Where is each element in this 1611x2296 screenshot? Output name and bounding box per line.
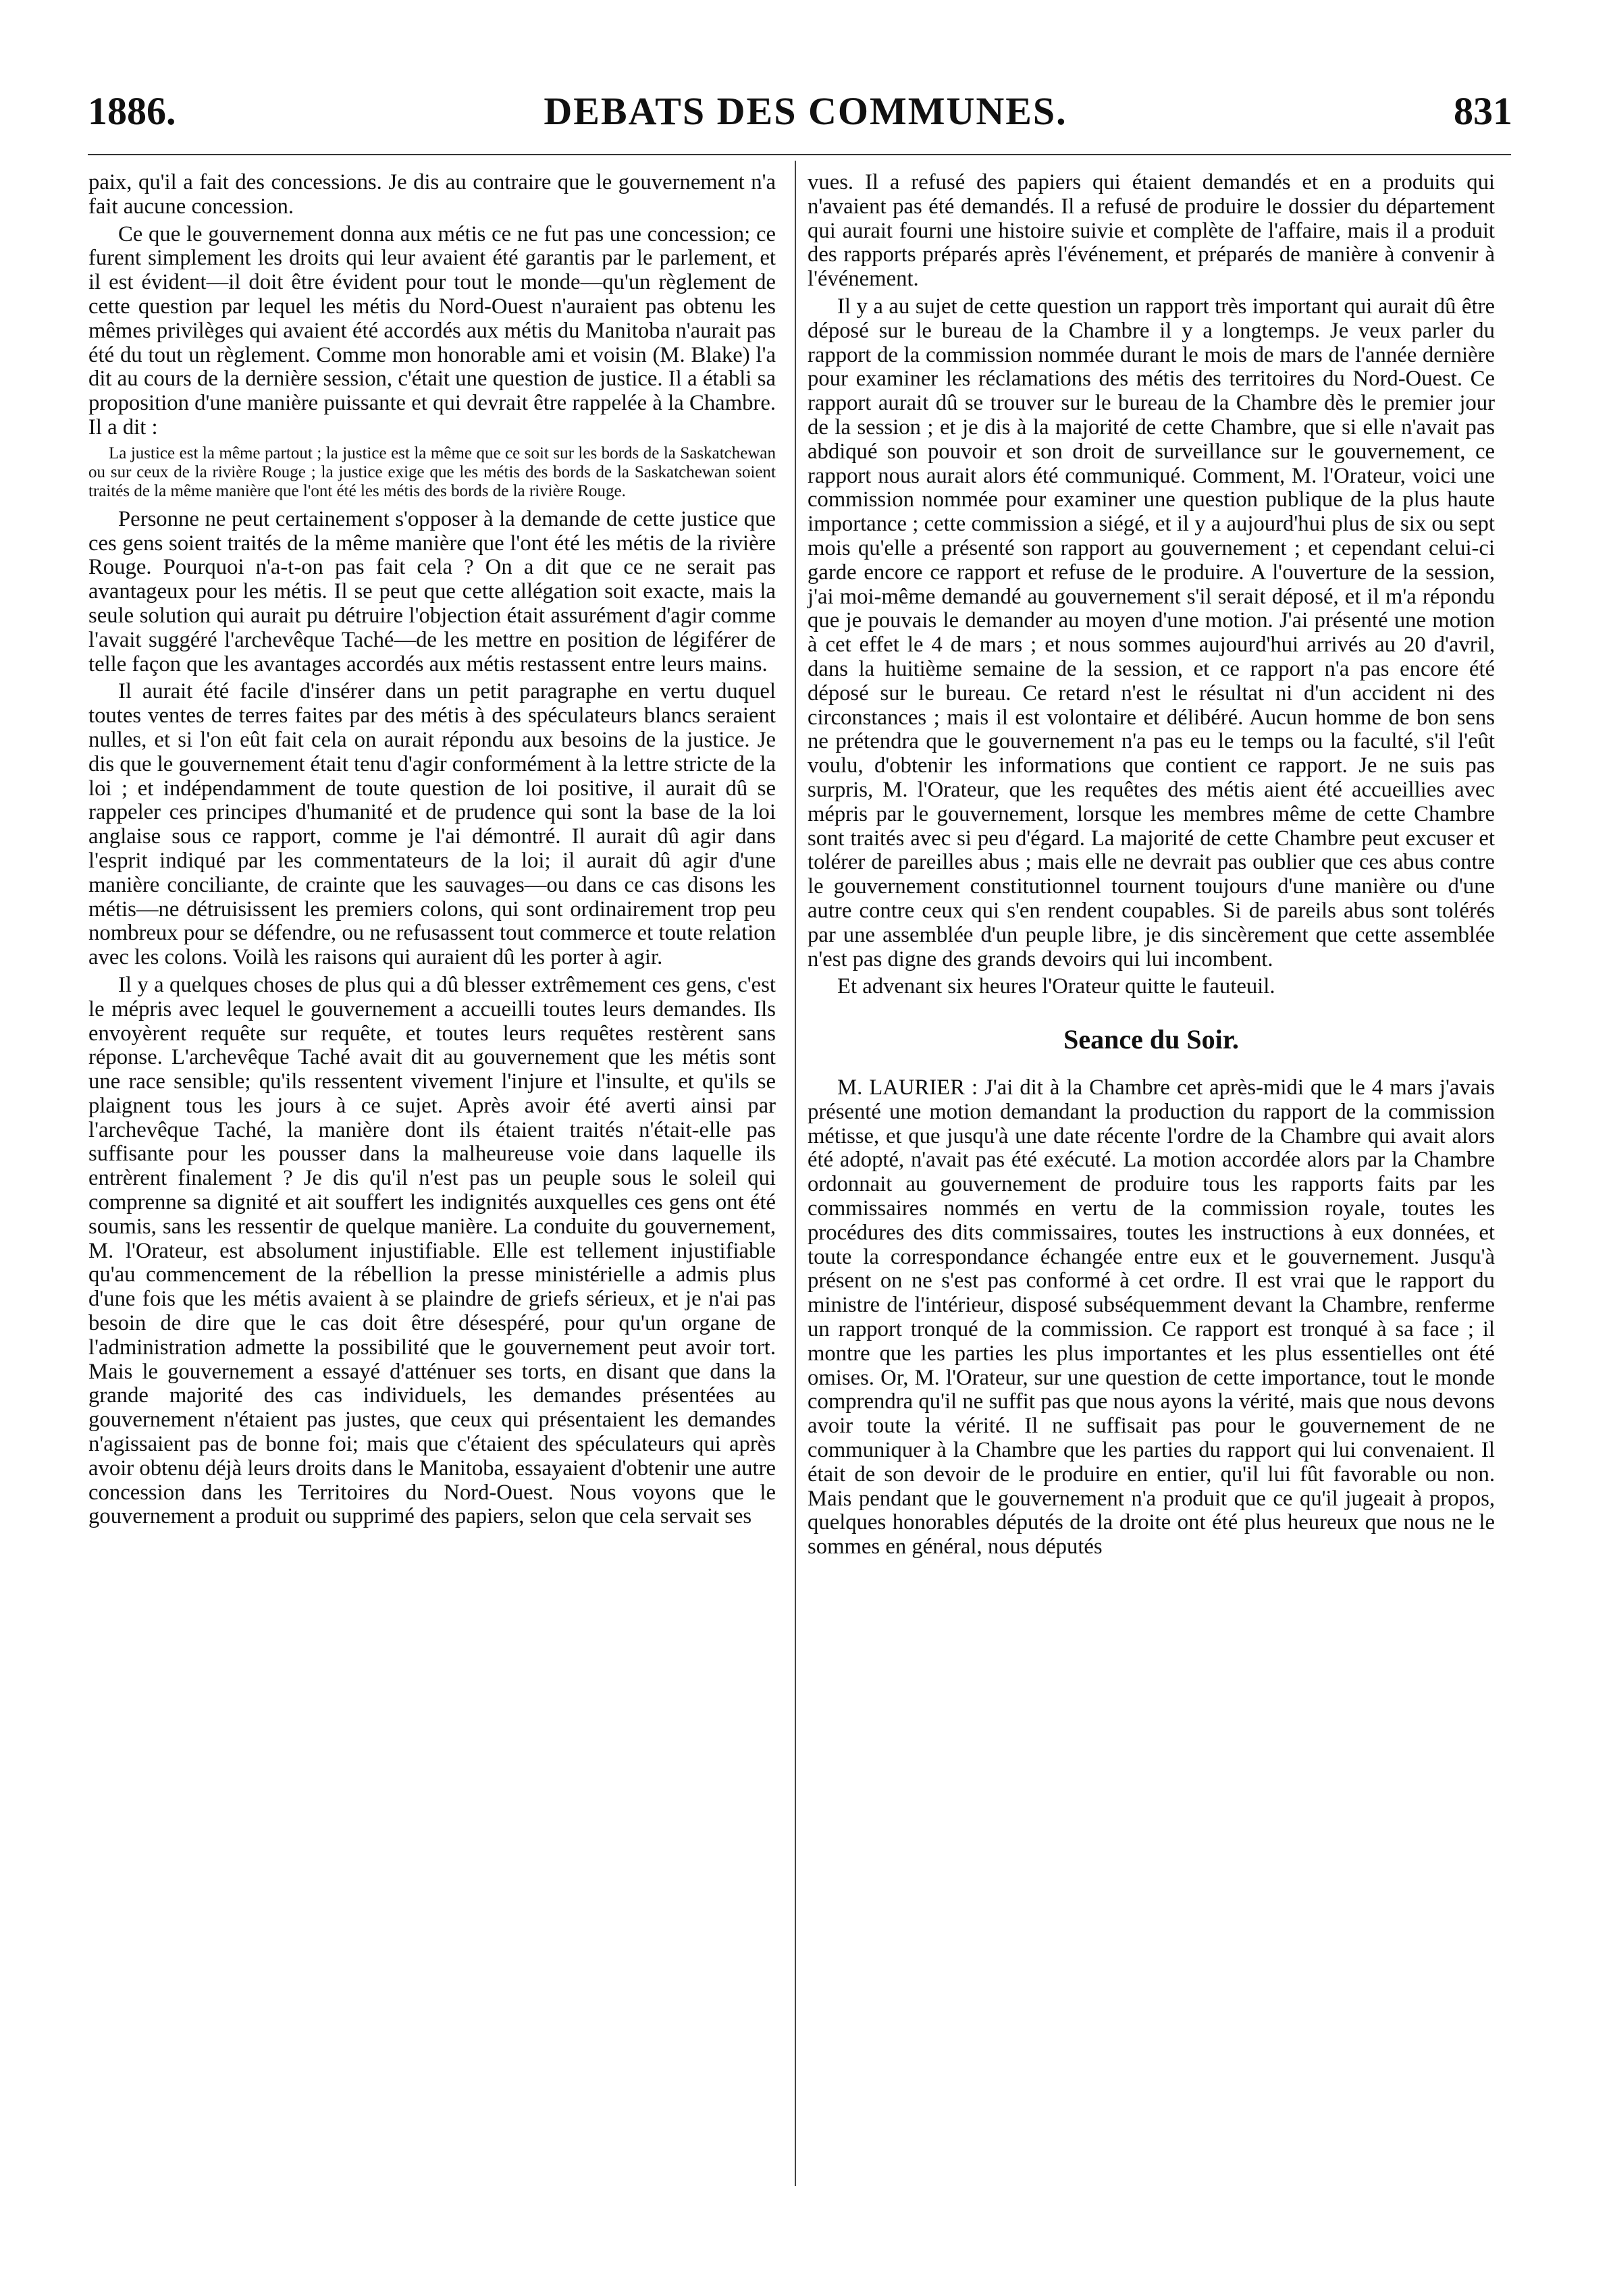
paragraph: vues. Il a refusé des papiers qui étaient demandés et en a produits qui n'avaient pas été demandés. Il a refusé de produire le dossier du département qui aurait fourni une histoire suivie et complète de l'affaire, mais il a produit des rapports préparés après l'événement, et préparés de manière à convenir à l'événement. [808, 170, 1495, 292]
header-year: 1886. [88, 89, 176, 133]
right-column [808, 171, 1495, 1563]
paragraph: Et advenant six heures l'Orateur quitte le fauteuil. [837, 974, 1275, 999]
header-rule [88, 154, 1511, 155]
header-page-number: 831 [1454, 89, 1512, 133]
quotation: La justice est la même partout ; la justice est la même que ce soit sur les bords de la Saskatchewan ou sur ceux de la rivière Rouge ; la justice exige que les métis des bords de la Saskatchewan soient traités de la même manière que l'ont été les métis des bords de la rivière Rouge. [88, 444, 776, 500]
section-heading: Seance du Soir. [1063, 1024, 1239, 1055]
left-column [88, 171, 776, 1532]
paragraph: Il y a quelques choses de plus qui a dû blesser extrêmement ces gens, c'est le mépris avec lequel le gouvernement a accueilli toutes leurs demandes. Ils envoyèrent requête sur requête, et toutes leurs requêtes restèrent sans réponse. L'archevêque Taché avait dit au gouvernement que les métis sont une race sensible; qu'ils ressentent vivement l'injure et l'insulte, et qu'ils se plaignent tous les jours à ce sujet. Après avoir été averti ainsi par l'archevêque Taché, la manière dont ils étaient traités n'était-elle pas suffisante pour les pousser dans la malheureuse voie dans laquelle ils entrèrent finalement ? Je dis qu'il n'est pas un peuple sous le soleil qui comprenne sa dignité et ait souffert les indignités auxquelles ces gens ont été soumis, sans les ressentir de quelque manière. La conduite du gouvernement, M. l'Orateur, est absolument injustifiable. Elle est tellement injustifiable qu'au commencement de la rébellion la presse ministérielle a admis plus d'une fois que les métis avaient à se plaindre de griefs sérieux, et je n'ai pas besoin de dire que le cas doit être désespéré, pour qu'un organe de l'administration admette la possibilité que le gouvernement peut avoir tort. Mais le gouvernement a essayé d'atténuer ses torts, en disant que dans la grande majorité des cas individuels, les demandes présentées au gouvernement n'étaient pas justes, que ceux qui présentaient les demandes n'agissaient pas de bonne foi; mais que c'étaient des spéculateurs qui après avoir obtenu déjà leurs droits dans le Manitoba, essayaient d'obtenir une autre concession dans les Territoires du Nord-Ouest. Nous voyons que le gouvernement a produit ou supprimé des papiers, selon que cela servait ses [88, 972, 776, 1529]
paragraph: paix, qu'il a fait des concessions. Je dis au contraire que le gouvernement n'a fait aucune concession. [88, 170, 776, 219]
paragraph: Personne ne peut certainement s'opposer à la demande de cette justice que ces gens soient traités de la même manière que l'ont été les métis de la rivière Rouge. Pourquoi n'a-t-on pas fait cela ? On a dit que ce ne serait pas avantageux pour les métis. Il se peut que cette allégation soit exacte, mais la seule solution qui aurait pu détruire l'objection était assurément d'agir comme l'avait suggéré l'archevêque Taché—de les mettre en position de légiférer de telle façon que les avantages accordés aux métis restassent entre leurs mains. [88, 506, 776, 676]
header-title: DEBATS DES COMMUNES. [544, 89, 1067, 133]
paragraph: M. LAURIER : J'ai dit à la Chambre cet après-midi que le 4 mars j'avais présenté une motion demandant la production du rapport de la commission métisse, et que jusqu'à une date récente l'ordre de la Chambre qui avait alors été adopté, n'avait pas été exécuté. La motion accordée alors par la Chambre ordonnait au gouvernement de produire tous les rapports faits par les commissaires nommés en vertu de la commission royale, toutes les procédures des dits commissaires, toutes les instructions à eux données, et toute la correspondance échangée entre eux et le gouvernement. Jusqu'à présent on ne s'est pas conformé à cet ordre. Il est vrai que le rapport du ministre de l'intérieur, disposé subséquemment devant la Chambre, renferme un rapport tronqué de la commission. Ce rapport est tronqué à sa face ; il montre que les parties les plus importantes et les plus essentielles ont été omises. Or, M. l'Orateur, sur une question de cette importance, tout le monde comprendra qu'il ne suffit pas que nous ayons la vérité, mais que nous devons avoir toute la vérité. Il ne suffisait pas pour le gouvernement de ne communiquer à la Chambre que les parties du rapport qui lui convenaient. Il était de son devoir de le produire en entier, qu'il lui fût favorable ou non. Mais pendant que le gouvernement n'a produit que ce qu'il jugeait à propos, quelques honorables députés de la droite ont été plus heureux que nous ne le sommes en général, nous députés [808, 1075, 1495, 1559]
paragraph: Il aurait été facile d'insérer dans un petit paragraphe en vertu duquel toutes ventes de terres faites par des métis à des spéculateurs blancs seraient nulles, et si l'on eût fait cela on aurait répondu aux besoins de la justice. Je dis que le gouvernement était tenu d'agir conformément à la lettre stricte de la loi ; et indépendamment de toute question de loi positive, il aurait dû se rappeler ces principes d'humanité et de prudence qui sont la base de la loi anglaise sous ce rapport, comme je l'ai démontré. Il aurait dû agir dans l'esprit indiqué par les commentateurs de la loi; il aurait dû agir d'une manière conciliante, de crainte que les sauvages—ou dans ce cas disons les métis—ne détruisissent les premiers colons, qui sont ordinairement trop peu nombreux pour se défendre, ou ne refusassent tout commerce et toute relation avec les colons. Voilà les raisons qui auraient dû les porter à agir. [88, 679, 776, 970]
paragraph: Ce que le gouvernement donna aux métis ce ne fut pas une concession; ce furent simplement les droits qui leur avaient été garantis par le parlement, et il est évident—il doit être évident pour tout le monde—qu'un règlement de cette question par lequel les métis du Nord-Ouest n'auraient pas obtenu les mêmes privilèges qui avaient été accordés aux métis du Manitoba n'aurait pas été du tout un règlement. Comme mon honorable ami et voisin (M. Blake) l'a dit au cours de la dernière session, c'était une question de justice. Il a établi sa proposition d'une manière puissante et qui devrait être rappelée à la Chambre. Il a dit : [88, 221, 776, 439]
paragraph: Il y a au sujet de cette question un rapport très important qui aurait dû être déposé sur le bureau de la Chambre il y a longtemps. Je veux parler du rapport de la commission nommée durant le mois de mars de l'année dernière pour examiner les réclamations des métis des territoires du Nord-Ouest. Ce rapport aurait dû se trouver sur le bureau de la Chambre dès le premier jour de la session ; et je dis à la majorité de cette Chambre, que si elle n'avait pas abdiqué son pouvoir et son droit de surveillance sur le gouvernement, ce rapport nous aurait alors été communiqué. Comment, M. l'Orateur, voici une commission nommée pour examiner une question publique de la plus haute importance ; cette commission a siégé, et il y a aujourd'hui plus de six ou sept mois qu'elle a présenté son rapport au gouvernement ; et cependant celui-ci garde encore ce rapport et refuse de le produire. A l'ouverture de la session, j'ai moi-même demandé au gouvernement s'il serait déposé, et il m'a répondu que je pouvais le demander au moyen d'une motion. J'ai présenté une motion à cet effet le 4 de mars ; et nous sommes aujourd'hui arrivés au 20 d'avril, dans la huitième semaine de la session, et ce rapport n'a pas encore été déposé sur le bureau. Ce retard n'est le résultat ni d'un accident ni des circonstances ; mais il est volontaire et délibéré. Aucun homme de bon sens ne prétendra que le gouvernement n'a pas eu le temps ou la faculté, s'il l'eût voulu, d'obtenir les informations que contient ce rapport. Je ne suis pas surpris, M. l'Orateur, que les requêtes des métis aient été accueillies avec mépris par le gouvernement, lorsque les membres même de cette Chambre sont traités avec si peu d'égard. La majorité de cette Chambre peut excuser et tolérer de pareilles abus ; mais elle ne devrait pas oublier que ces abus contre le gouvernement constitutionnel tournent toujours d'une manière ou d'une autre contre ceux qui s'en rendent coupables. Si de pareils abus sont tolérés par une assemblée d'un peuple libre, je dis sincèrement que cette assemblée n'est pas digne des grands devoirs qui lui incombent. [808, 294, 1495, 971]
column-divider [795, 161, 796, 2186]
